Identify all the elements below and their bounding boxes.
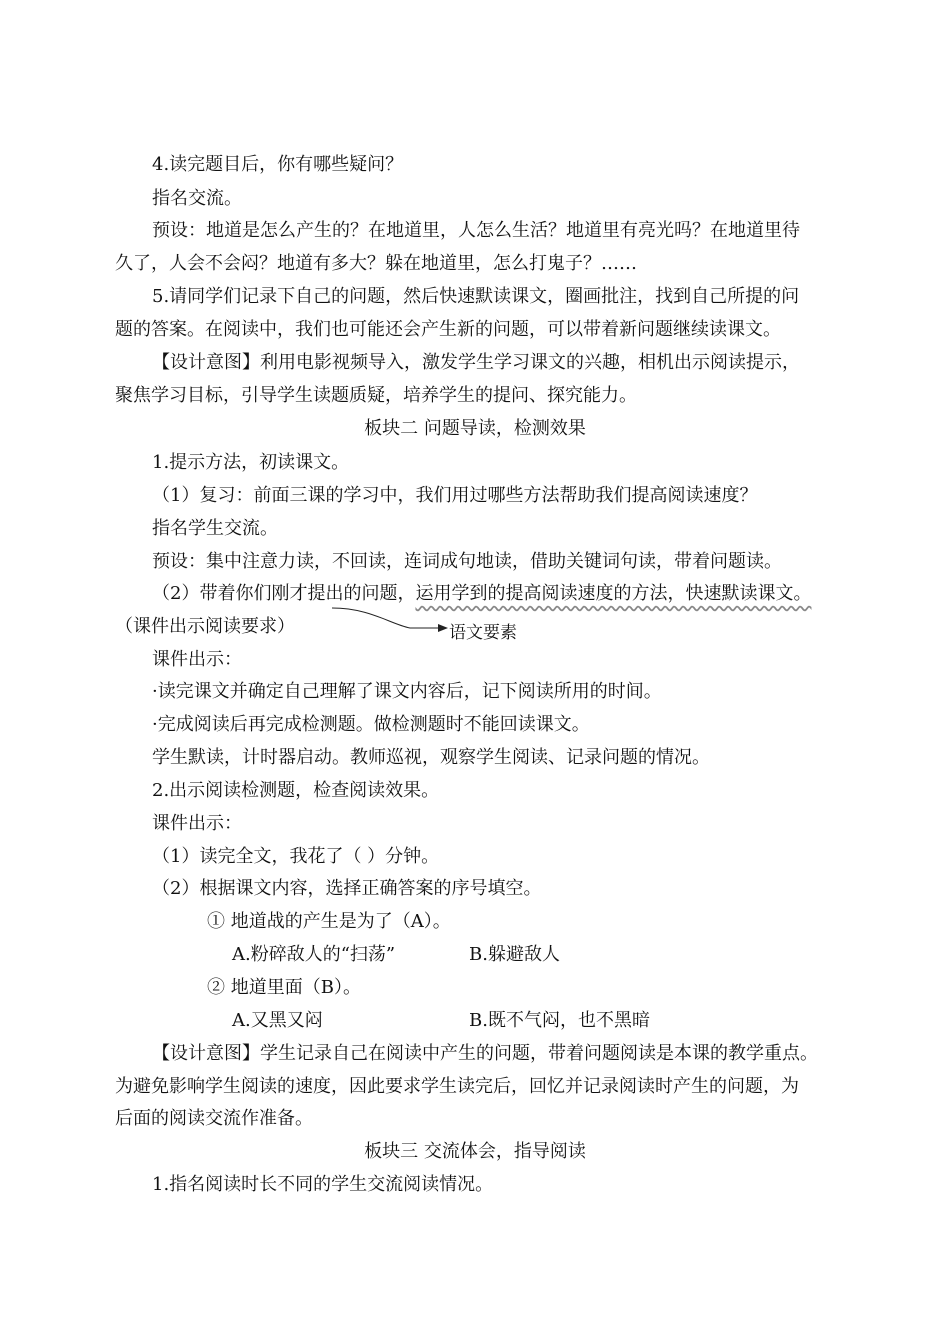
paragraph: 指名学生交流。 — [152, 518, 278, 539]
question-4: 4.读完题目后，你有哪些疑问？ — [152, 154, 404, 175]
paragraph: （课件出示阅读要求） — [115, 616, 295, 637]
paragraph: 预设：集中注意力读，不回读，连词成句地读，借助关键词句读，带着问题读。 — [152, 551, 782, 572]
quiz-question: ① 地道战的产生是为了（A）。 — [207, 911, 451, 932]
paragraph: （2）根据课文内容，选择正确答案的序号填空。 — [152, 878, 542, 899]
paragraph — [152, 583, 811, 605]
paragraph: 为避免影响学生阅读的速度，因此要求学生读完后，回忆并记录阅读时产生的问题，为 — [115, 1076, 799, 1097]
step-1: 1.提示方法，初读课文。 — [152, 452, 350, 473]
bullet-item: ·读完课文并确定自己理解了课文内容后，记下阅读所用的时间。 — [152, 681, 662, 702]
step-2: 2.出示阅读检测题，检查阅读效果。 — [152, 780, 440, 801]
annotation-arrow-icon — [330, 606, 450, 646]
text-run: （2）带着你们刚才提出的问题， — [152, 583, 416, 604]
paragraph: 后面的阅读交流作准备。 — [115, 1108, 313, 1129]
paragraph: 聚焦学习目标，引导学生读题质疑，培养学生的提问、探究能力。 — [115, 385, 637, 406]
bullet-item: ·完成阅读后再完成检测题。做检测题时不能回读课文。 — [152, 714, 590, 735]
quiz-option: A.粉碎敌人的“扫荡” — [232, 944, 396, 965]
paragraph: 预设：地道是怎么产生的？在地道里，人怎么生活？地道里有亮光吗？在地道里待 — [152, 220, 800, 241]
paragraph: （1）读完全文，我花了（ ）分钟。 — [152, 846, 440, 867]
paragraph: 久了，人会不会闷？地道有多大？躲在地道里，怎么打鬼子？…… — [115, 253, 637, 274]
paragraph: 课件出示： — [152, 649, 242, 670]
section-heading-3: 板块三 交流体会，指导阅读 — [364, 1141, 586, 1162]
quiz-question: ② 地道里面（B）。 — [207, 977, 361, 998]
paragraph: 课件出示： — [152, 813, 242, 834]
quiz-option: B.既不气闷，也不黑暗 — [469, 1010, 650, 1031]
paragraph: 学生默读，计时器启动。教师巡视，观察学生阅读、记录问题的情况。 — [152, 747, 710, 768]
quiz-option: B.躲避敌人 — [469, 944, 560, 965]
step-1: 1.指名阅读时长不同的学生交流阅读情况。 — [152, 1174, 494, 1195]
quiz-option: A.又黑又闷 — [232, 1010, 323, 1031]
annotation-label: 语文要素 — [449, 623, 517, 643]
design-intent: 【设计意图】利用电影视频导入，激发学生学习课文的兴趣，相机出示阅读提示， — [152, 352, 800, 373]
paragraph: 题的答案。在阅读中，我们也可能还会产生新的问题，可以带着新问题继续读课文。 — [115, 319, 781, 340]
paragraph: （1）复习：前面三课的学习中，我们用过哪些方法帮助我们提高阅读速度？ — [152, 485, 758, 506]
design-intent: 【设计意图】学生记录自己在阅读中产生的问题，带着问题阅读是本课的教学重点。 — [152, 1043, 818, 1064]
paragraph: 指名交流。 — [152, 188, 242, 209]
wavy-underlined-text: 运用学到的提高阅读速度的方法，快速默读课文。 — [415, 583, 812, 604]
step-5: 5.请同学们记录下自己的问题，然后快速默读课文，圈画批注，找到自己所提的问 — [152, 286, 800, 307]
section-heading-2: 板块二 问题导读，检测效果 — [364, 418, 586, 439]
